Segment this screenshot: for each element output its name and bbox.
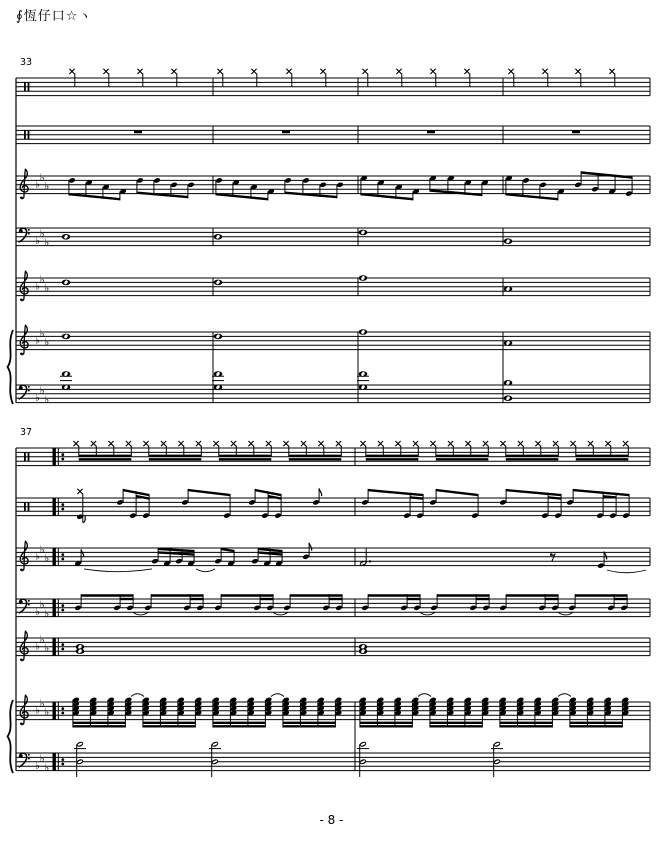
staff-37-3-bass (16, 594, 650, 620)
treble-clef (20, 169, 28, 199)
flat-sign: ♭ (44, 394, 50, 406)
staff-37-0-perc (16, 441, 650, 466)
flat-sign: ♭ (35, 178, 40, 191)
staff-33-6-bass (16, 371, 650, 406)
flat-sign: ♭ (44, 237, 50, 249)
staff-33-3-bass (16, 228, 650, 249)
staff-33-4-treble (16, 271, 650, 301)
flat-sign: ♭ (39, 273, 45, 286)
measure-number-first-system: 33 (20, 57, 33, 68)
flat-sign: ♭ (39, 385, 45, 398)
flat-sign: ♭ (35, 550, 40, 563)
system-37 (8, 441, 651, 777)
staff-37-4-treble (16, 631, 650, 661)
staff-37-6-bass (16, 741, 650, 777)
flat-sign: ♭ (39, 171, 45, 184)
flat-sign: ♭ (35, 640, 40, 653)
flat-sign: ♭ (39, 633, 45, 646)
treble-clef (20, 541, 28, 571)
measure-number-second-system: 37 (20, 427, 33, 438)
flat-sign: ♭ (44, 282, 50, 295)
staff-37-2-treble (16, 541, 650, 573)
staff-33-2-treble (16, 169, 650, 200)
bass-clef (19, 228, 30, 242)
flat-sign: ♭ (39, 543, 45, 556)
staff-33-1-perc (16, 126, 650, 144)
flat-sign: ♭ (39, 599, 45, 612)
staff-37-5-treble (16, 694, 650, 728)
flat-sign: ♭ (39, 228, 45, 241)
flat-sign: ♭ (35, 334, 40, 347)
staff-37-1-perc (16, 488, 650, 522)
piano-brace (8, 700, 14, 773)
flat-sign: ♭ (39, 753, 45, 766)
flat-sign: ♭ (44, 552, 50, 565)
system-33 (8, 69, 651, 406)
flat-sign: ♭ (44, 180, 50, 193)
piano-brace (8, 330, 14, 404)
bass-clef (19, 599, 30, 613)
bass-clef (19, 385, 30, 399)
flat-sign: ♭ (35, 234, 40, 247)
flat-sign: ♭ (44, 762, 50, 774)
flat-sign: ♭ (35, 391, 40, 404)
treble-clef (20, 631, 28, 661)
page-number: - 8 - (319, 813, 344, 827)
treble-clef (20, 271, 28, 301)
flat-sign: ♭ (39, 697, 45, 710)
flat-sign: ♭ (44, 336, 50, 349)
flat-sign: ♭ (35, 704, 40, 717)
flat-sign: ♭ (44, 706, 50, 719)
staff-33-0-perc (16, 69, 650, 96)
treble-clef (20, 325, 28, 355)
flat-sign: ♭ (44, 608, 50, 620)
bass-clef (19, 753, 30, 767)
flat-sign: ♭ (35, 280, 40, 293)
flat-sign: ♭ (35, 605, 40, 618)
flat-sign: ♭ (44, 642, 50, 655)
flat-sign: ♭ (35, 759, 40, 772)
treble-clef (20, 695, 28, 725)
flat-sign: ♭ (39, 327, 45, 340)
staff-33-5-treble (16, 325, 650, 355)
title-annotation: ∮恆仔口☆ヽ (16, 9, 93, 24)
